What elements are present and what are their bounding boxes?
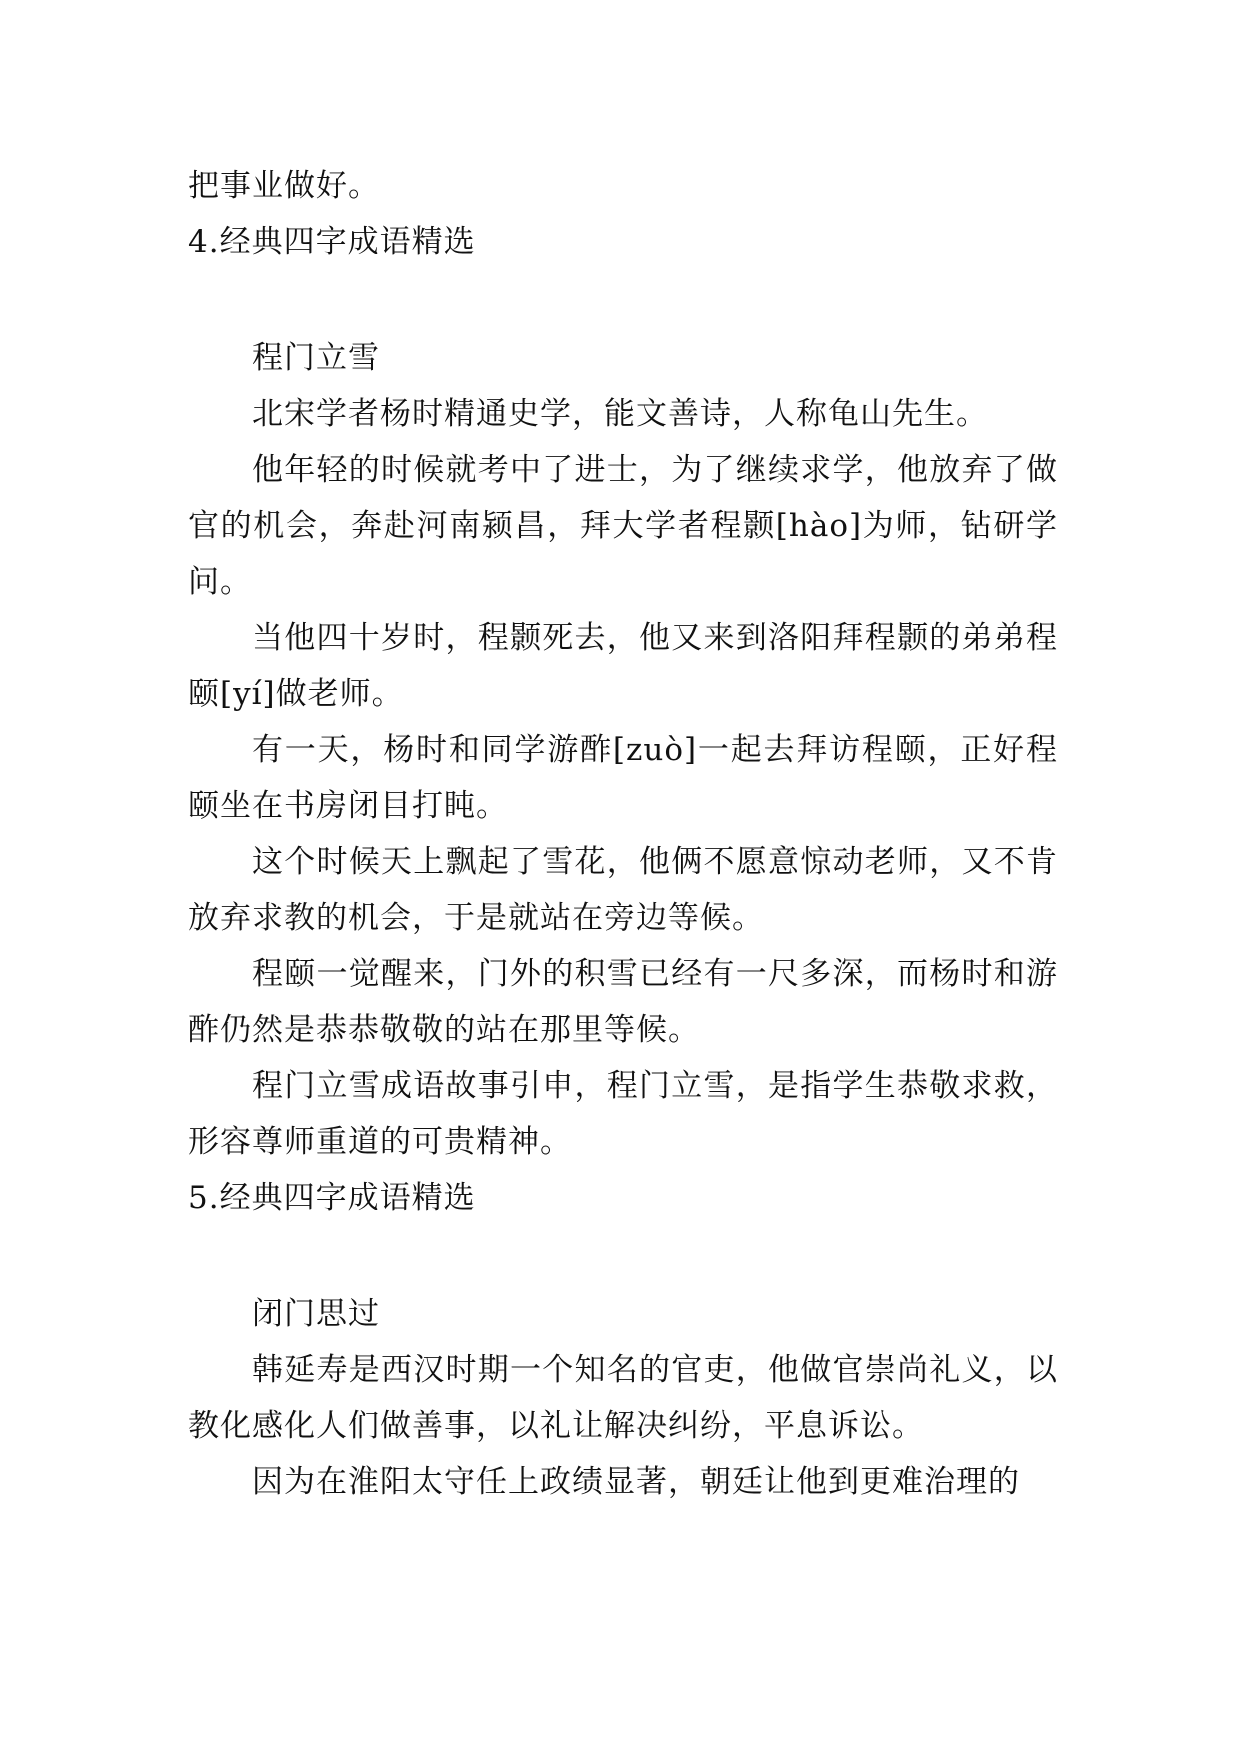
section-4-title: 程门立雪 xyxy=(252,340,380,376)
paragraph: 他年轻的时候就考中了进士，为了继续求学，他放弃了做官的机会，奔赴河南颍昌，拜大学者程颢[hào]为师，钻研学问。 xyxy=(188,452,1058,600)
paragraph: 当他四十岁时，程颢死去，他又来到洛阳拜程颢的弟弟程颐[yí]做老师。 xyxy=(188,620,1058,712)
paragraph: 韩延寿是西汉时期一个知名的官吏，他做官崇尚礼义，以教化感化人们做善事，以礼让解决纠纷，平息诉讼。 xyxy=(188,1352,1058,1444)
paragraph: 北宋学者杨时精通史学，能文善诗，人称龟山先生。 xyxy=(252,396,988,432)
section-5-title: 闭门思过 xyxy=(252,1296,380,1332)
paragraph: 程颐一觉醒来，门外的积雪已经有一尺多深，而杨时和游酢仍然是恭恭敬敬的站在那里等候。 xyxy=(188,956,1058,1048)
spacer xyxy=(188,270,1058,328)
spacer xyxy=(188,1226,1058,1284)
paragraph: 有一天，杨时和同学游酢[zuò]一起去拜访程颐，正好程颐坐在书房闭目打盹。 xyxy=(188,732,1058,824)
paragraph: 这个时候天上飘起了雪花，他俩不愿意惊动老师，又不肯放弃求教的机会，于是就站在旁边等候。 xyxy=(188,844,1058,936)
lead-line: 把事业做好。 xyxy=(188,168,380,204)
section-5-heading: 5.经典四字成语精选 xyxy=(188,1180,476,1216)
paragraph: 程门立雪成语故事引申，程门立雪，是指学生恭敬求救，形容尊师重道的可贵精神。 xyxy=(188,1068,1058,1160)
section-4-heading: 4.经典四字成语精选 xyxy=(188,224,476,260)
document-body xyxy=(188,158,1058,1510)
paragraph: 因为在淮阳太守任上政绩显著，朝廷让他到更难治理的 xyxy=(252,1464,1020,1500)
